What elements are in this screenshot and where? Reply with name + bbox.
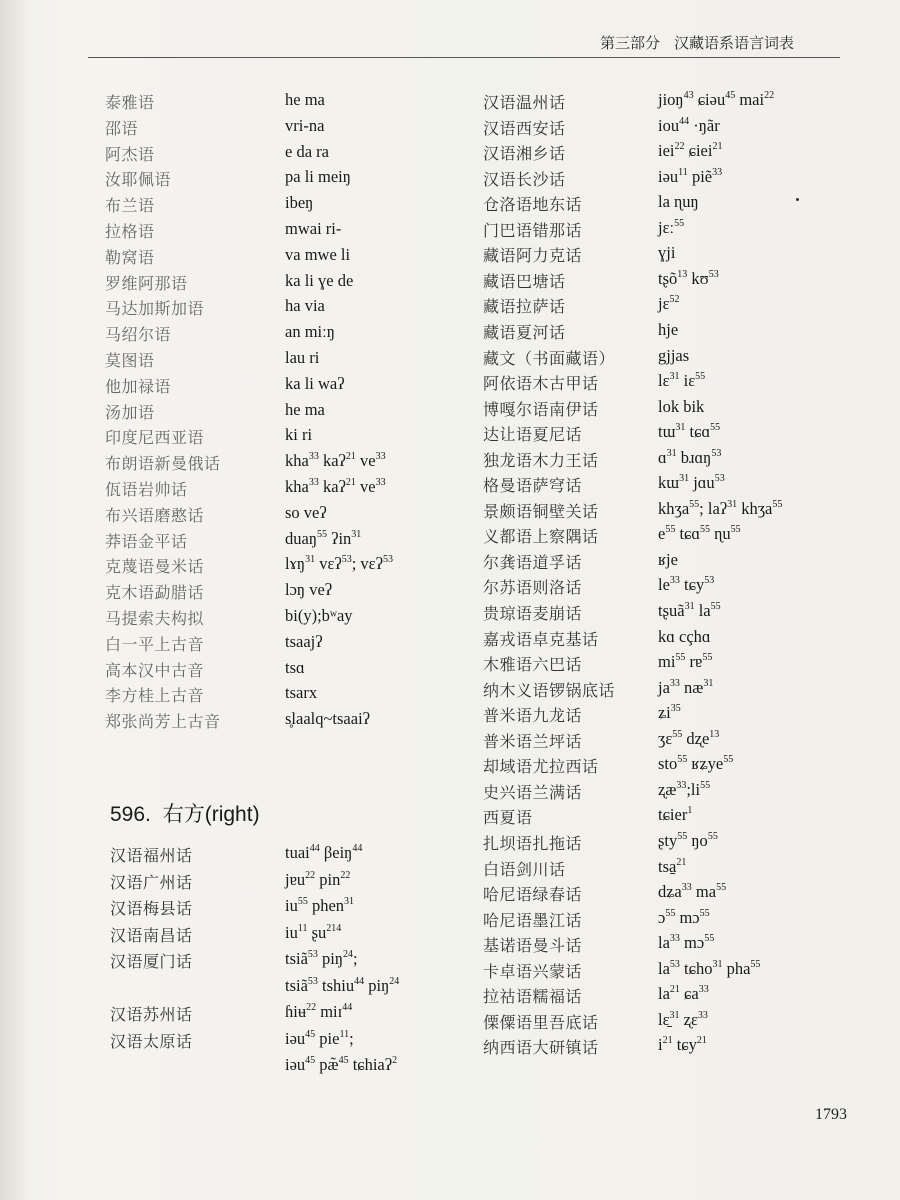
word-form: kha$^{33}$ kaʔ$^{21}$ $ve^{33}$ bbox=[285, 451, 386, 471]
language-name: 拉格语 bbox=[105, 224, 155, 241]
word-form: ɑ$^{31}$ bɹɑŋ$^{53}$ bbox=[658, 447, 722, 467]
word-form: jioŋ$^{43}$ ɕiəu$^{45}$ mai$^{22}$ bbox=[658, 90, 775, 109]
language-name: 哈尼语墨江话 bbox=[483, 912, 583, 930]
word-form: lɛ$^{31}$ iɛ$^{55}$ bbox=[658, 371, 706, 391]
word-form: lɛ̱$^{31}$ ʐɛ$^{33}$ bbox=[658, 1009, 708, 1029]
page-number: 1793 bbox=[815, 1106, 847, 1123]
language-name: 纳木义语锣锅底话 bbox=[483, 682, 616, 700]
word-form: tsiã$^{53}$ piŋ$^{24}$; bbox=[285, 949, 358, 968]
language-name: 西夏语 bbox=[483, 810, 533, 828]
word-form: ɔ$^{55}$ mɔ$^{55}$ bbox=[658, 907, 710, 927]
language-name: 博嘎尔语南伊话 bbox=[483, 401, 599, 419]
word-form: lɔŋ veʔ bbox=[285, 580, 333, 600]
language-name: 基诺语曼斗话 bbox=[483, 938, 583, 956]
language-name: 汉语太原话 bbox=[110, 1033, 193, 1051]
language-name: 汉语南昌话 bbox=[110, 927, 193, 945]
word-form: lok bik bbox=[658, 396, 705, 416]
language-name: 傈僳语里吾底话 bbox=[483, 1014, 599, 1032]
word-form: tɕier$^1$ bbox=[658, 805, 693, 825]
language-name: 克木语勐腊话 bbox=[105, 585, 205, 603]
word-form: iou$^{44}$ ·ŋãr bbox=[658, 115, 720, 135]
language-name: 莫图语 bbox=[105, 353, 155, 370]
word-form: dʑa$^{33}$ $ma^{55}$ bbox=[658, 882, 727, 902]
language-name: 汉语西安话 bbox=[483, 120, 566, 138]
language-name: 泰雅语 bbox=[105, 95, 155, 112]
section-number: 596. bbox=[110, 803, 151, 826]
word-form: lɤŋ$^{31}$ vɛʔ$^{53}$; vɛʔ$^{53}$ bbox=[285, 554, 393, 574]
header-part: 第三部分 bbox=[600, 36, 661, 52]
word-form: $mi^{55}$ rɐ$^{55}$ bbox=[658, 652, 713, 672]
word-form: tsa̱$^{21}$ bbox=[658, 856, 687, 876]
language-name: 扎坝语扎拖话 bbox=[483, 835, 583, 853]
language-name: 尔苏语则洛话 bbox=[483, 580, 583, 598]
word-form: ɦiʉ$^{22}$ miɪ$^{44}$ bbox=[285, 1002, 353, 1021]
language-name: 藏语夏河话 bbox=[483, 324, 566, 342]
language-name: 白一平上古音 bbox=[105, 636, 205, 654]
language-name: 景颇语铜壁关话 bbox=[483, 503, 599, 521]
language-name: 阿依语木古甲话 bbox=[483, 376, 599, 394]
language-name: 汉语广州话 bbox=[110, 874, 193, 892]
word-form: ha via bbox=[285, 296, 325, 316]
language-name: 达让语夏尼话 bbox=[483, 427, 583, 445]
language-name: 汉语苏州话 bbox=[110, 1007, 193, 1024]
language-name: 佤语岩帅话 bbox=[105, 482, 188, 499]
language-name: 普米语九龙话 bbox=[483, 708, 583, 726]
language-name: 印度尼西亚语 bbox=[105, 430, 205, 448]
language-name: 邵语 bbox=[105, 120, 139, 138]
language-name: 马提索夫构拟 bbox=[105, 611, 205, 628]
word-form: pa li meiŋ bbox=[285, 167, 351, 187]
language-name: 汝耶佩语 bbox=[105, 172, 172, 190]
language-name: 门巴语错那话 bbox=[483, 222, 583, 240]
language-name: 藏文（书面藏语） bbox=[483, 350, 616, 368]
language-name: 莽语金平话 bbox=[105, 533, 188, 551]
language-name: 汉语长沙话 bbox=[483, 171, 566, 189]
language-name: 勒窝语 bbox=[105, 249, 155, 267]
language-name: 尔龚语道孚话 bbox=[483, 554, 583, 572]
word-form: ʂty$^{55}$ $ŋo^{55}$ bbox=[658, 830, 718, 850]
word-form: tɯ$^{31}$ tɕɑ$^{55}$ bbox=[658, 422, 721, 442]
language-name: 嘉戎语卓克基话 bbox=[483, 631, 599, 649]
word-form: $iu^{11}$ ʂu$^{214}$ bbox=[285, 922, 342, 942]
word-form: he ma bbox=[285, 90, 325, 109]
language-name: 汉语温州话 bbox=[483, 95, 566, 112]
word-form: ʒɛ$^{55}$ dʐe$^{13}$ bbox=[658, 728, 720, 748]
word-form: jɛː$^{55}$ bbox=[658, 217, 685, 237]
word-form: tsɑ bbox=[285, 657, 305, 677]
language-name: 汉语湘乡话 bbox=[483, 146, 566, 164]
word-form: ʁje bbox=[658, 549, 678, 569]
word-form: duaŋ$^{55}$ ʔin$^{31}$ bbox=[285, 528, 362, 548]
word-form: tsiã$^{53}$ tshiu$^{44}$ piŋ$^{24}$ bbox=[285, 975, 400, 995]
language-name: 李方桂上古音 bbox=[105, 688, 205, 706]
language-name: 布兴语磨憨话 bbox=[105, 507, 205, 525]
word-form: $i^{21}$ tɕy$^{21}$ bbox=[658, 1035, 707, 1055]
language-name: 纳西语大研镇话 bbox=[483, 1040, 599, 1058]
word-form: e da ra bbox=[285, 141, 329, 161]
language-name: 马绍尔语 bbox=[105, 327, 172, 345]
word-form: va mwe li bbox=[285, 244, 351, 264]
word-form: ɣji bbox=[658, 243, 676, 263]
word-form: $la^{21}$ ɕa$^{33}$ bbox=[658, 984, 709, 1004]
word-form: ʑi$^{35}$ bbox=[658, 703, 681, 723]
word-form: sto$^{55}$ ʁʑye$^{55}$ bbox=[658, 754, 734, 774]
section-title-text: 右方(right) bbox=[162, 803, 260, 826]
word-form: tuai$^{44}$ βeiŋ$^{44}$ bbox=[285, 843, 363, 862]
word-form: la ɳuŋ bbox=[658, 192, 699, 212]
language-name: 义都语上察隅话 bbox=[483, 529, 599, 547]
ink-speck bbox=[796, 198, 799, 201]
language-name: 汉语福州话 bbox=[110, 848, 193, 865]
word-form: he ma bbox=[285, 399, 325, 419]
word-form: ka li waʔ bbox=[285, 373, 345, 393]
word-form: tʂuã$^{31}$ $la^{55}$ bbox=[658, 601, 721, 620]
language-name: 卡卓语兴蒙话 bbox=[483, 963, 583, 981]
section-heading bbox=[110, 798, 260, 828]
language-name: 马达加斯加语 bbox=[105, 301, 205, 319]
header-rule bbox=[88, 57, 840, 58]
word-form: mwai ri- bbox=[285, 219, 342, 238]
word-form: $ja^{33}$ $næ^{31}$ bbox=[658, 677, 714, 697]
language-name: 藏语拉萨话 bbox=[483, 299, 566, 317]
word-form: so veʔ bbox=[285, 502, 327, 522]
word-form: s̥laalq~tsaaiʔ bbox=[285, 709, 370, 729]
word-form: gjjas bbox=[658, 345, 690, 365]
word-form: kɯ$^{31}$ jɑu$^{53}$ bbox=[658, 473, 725, 493]
word-form: an miːŋ bbox=[285, 322, 335, 342]
language-name: 汉语梅县话 bbox=[110, 901, 193, 918]
language-name: 高本汉中古音 bbox=[105, 662, 205, 680]
language-name: 白语剑川话 bbox=[483, 861, 566, 879]
language-name: 阿杰语 bbox=[105, 146, 155, 164]
language-name: 格曼语萨穹话 bbox=[483, 478, 583, 496]
language-name: 仓洛语地东话 bbox=[483, 197, 583, 215]
word-form: iei$^{22}$ ɕiei$^{21}$ bbox=[658, 141, 723, 161]
word-form: kɑ cçhɑ bbox=[658, 626, 711, 646]
word-form: iəu$^{45}$ pæ̃$^{45}$ tɕhiaʔ$^2$ bbox=[285, 1055, 398, 1074]
language-name: 布兰语 bbox=[105, 198, 155, 216]
word-form: tʂõ$^{13}$ kʊ$^{53}$ bbox=[658, 268, 719, 288]
word-form: khʒa$^{55}$; laʔ$^{31}$ khʒa$^{55}$ bbox=[658, 498, 783, 518]
language-name: 汉语厦门话 bbox=[110, 954, 193, 971]
language-name: 郑张尚芳上古音 bbox=[105, 714, 221, 732]
word-form: kha$^{33}$ kaʔ$^{21}$ $ve^{33}$ bbox=[285, 477, 386, 496]
word-form: $le^{33}$ tɕy$^{53}$ bbox=[658, 575, 715, 595]
running-header bbox=[600, 32, 840, 53]
language-name: 克蔑语曼米话 bbox=[105, 559, 205, 577]
word-form: ibeŋ bbox=[285, 193, 314, 213]
word-form: tsarx bbox=[285, 683, 318, 703]
word-form: iəu$^{45}$ pie$^{11}$; bbox=[285, 1028, 354, 1048]
word-form: iəu$^{11}$ piẽ$^{33}$ bbox=[658, 166, 723, 186]
header-title: 汉藏语系语言词表 bbox=[674, 36, 795, 52]
word-form: $la^{53}$ tɕho$^{31}$ pha$^{55}$ bbox=[658, 958, 761, 978]
language-name: 拉祜语糯福话 bbox=[483, 989, 583, 1007]
language-name: 哈尼语绿春话 bbox=[483, 887, 583, 905]
word-form: $la^{33}$ mɔ$^{55}$ bbox=[658, 933, 715, 953]
language-name: 却域语尤拉西话 bbox=[483, 759, 599, 777]
word-form: ka li ɣe de bbox=[285, 270, 354, 290]
language-name: 独龙语木力王话 bbox=[483, 452, 599, 470]
word-form: bi(y);bʷay bbox=[285, 606, 353, 625]
word-form: vri-na bbox=[285, 115, 325, 135]
language-name: 布朗语新曼俄话 bbox=[105, 456, 221, 474]
language-name: 藏语阿力克话 bbox=[483, 248, 583, 266]
language-name: 贵琼语麦崩话 bbox=[483, 606, 583, 623]
language-name: 汤加语 bbox=[105, 404, 155, 422]
word-form: lau ri bbox=[285, 348, 320, 367]
language-name: 藏语巴塘话 bbox=[483, 273, 566, 291]
word-form: jɛ$^{52}$ bbox=[658, 294, 680, 314]
language-name: 木雅语六巴话 bbox=[483, 657, 583, 675]
word-form: $ʐæ^{33};li^{55}$ bbox=[658, 779, 711, 799]
language-name: 他加禄语 bbox=[105, 378, 172, 396]
word-form: $iu^{55}$ phen$^{31}$ bbox=[285, 896, 355, 915]
language-name: 罗维阿那语 bbox=[105, 275, 188, 293]
word-form: $e^{55}$ tɕɑ$^{55}$ ɳu$^{55}$ bbox=[658, 524, 741, 544]
word-form: tsaajʔ bbox=[285, 631, 323, 651]
word-form: ki ri bbox=[285, 425, 313, 445]
language-name: 史兴语兰满话 bbox=[483, 784, 583, 802]
word-form: jɐu$^{22}$ pin$^{22}$ bbox=[285, 869, 351, 889]
language-name: 普米语兰坪话 bbox=[483, 733, 583, 751]
word-form: hje bbox=[658, 319, 679, 339]
